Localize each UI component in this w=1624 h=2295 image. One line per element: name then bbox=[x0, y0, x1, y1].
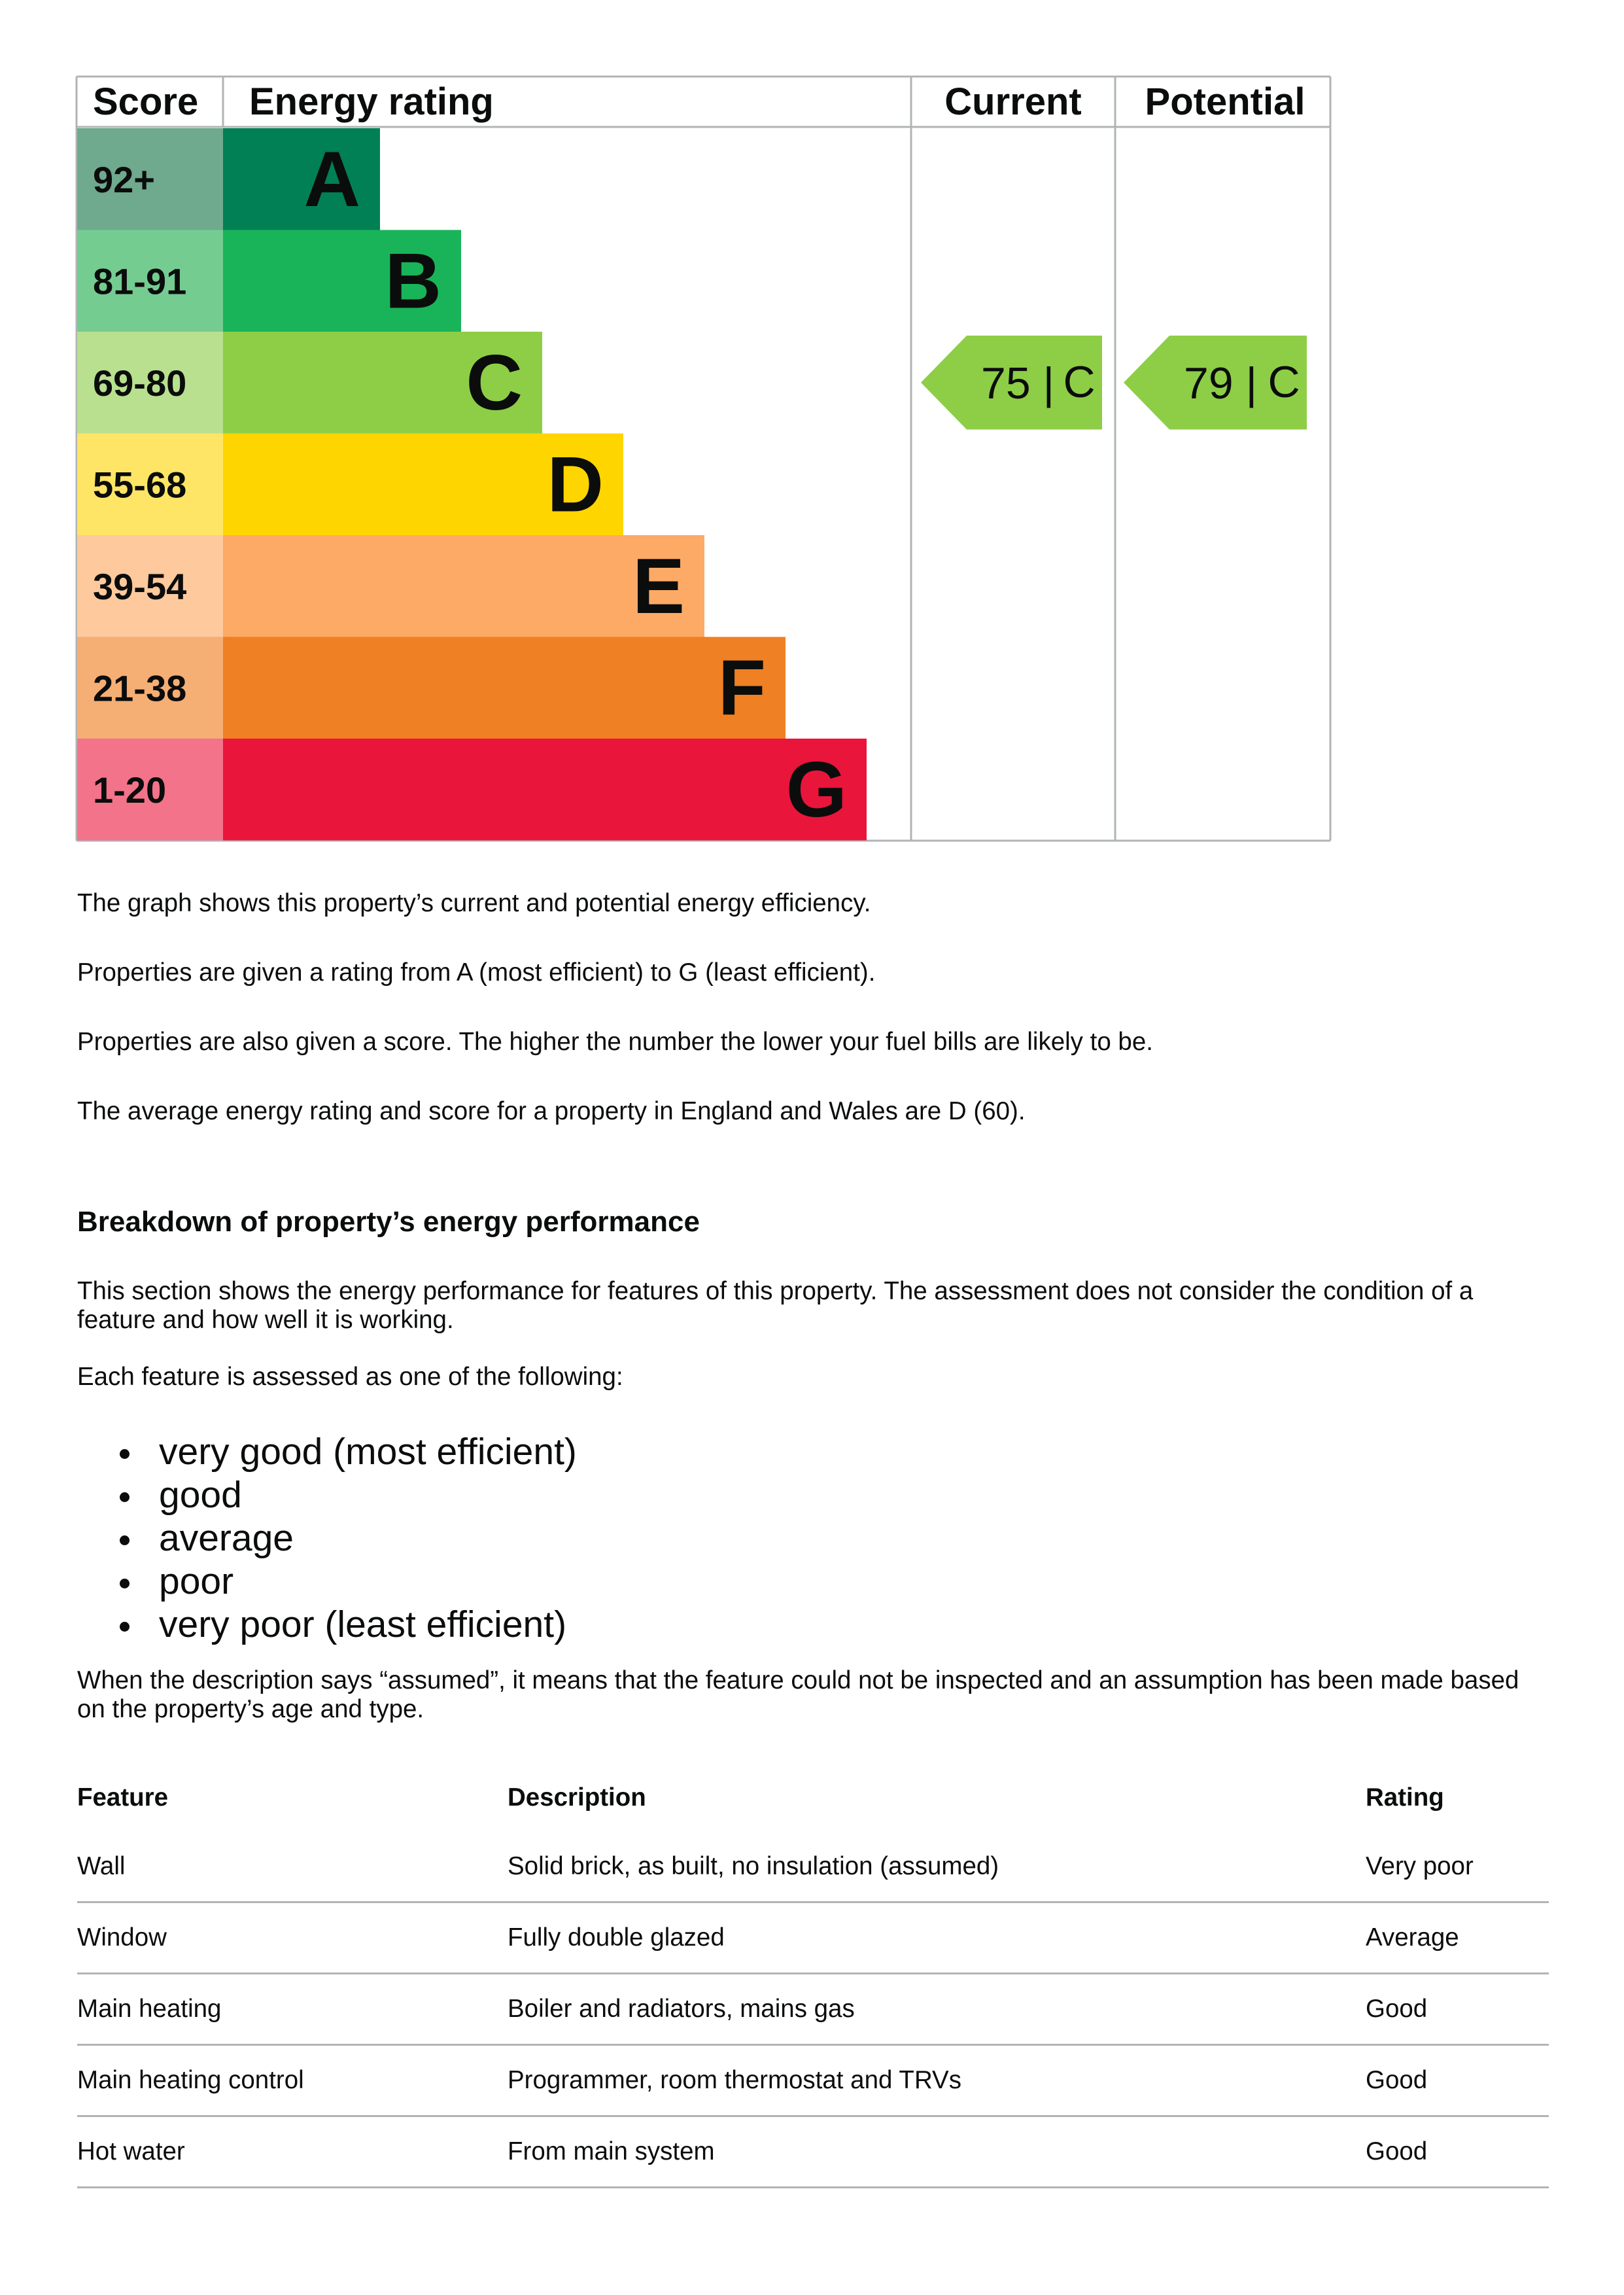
band-letter-c: C bbox=[466, 338, 523, 427]
potential-header: Potential bbox=[1145, 80, 1305, 123]
band-letter-a: A bbox=[303, 135, 360, 223]
current-header: Current bbox=[944, 80, 1082, 123]
feature-cell: Main heating control bbox=[77, 2045, 508, 2116]
feature-cell: Main heating bbox=[77, 1974, 508, 2045]
intro-paragraph-graph: The graph shows this property’s current and potential energy efficiency. bbox=[77, 889, 871, 917]
intro-paragraph-average: The average energy rating and score for a property in England and Wales are D (60). bbox=[77, 1097, 1026, 1125]
rating-cell: Good bbox=[1366, 2045, 1549, 2116]
table-row bbox=[77, 2045, 1549, 2116]
description-column-header: Description bbox=[508, 1783, 646, 1812]
band-letter-b: B bbox=[385, 237, 441, 325]
list-item: average bbox=[77, 1516, 577, 1560]
band-letter-d: D bbox=[547, 440, 604, 529]
band-range-label-d: 55-68 bbox=[93, 464, 187, 506]
description-cell: Solid brick, as built, no insulation (assumed) bbox=[508, 1832, 1366, 1902]
description-cell: Programmer, room thermostat and TRVs bbox=[508, 2045, 1366, 2116]
band-letter-f: F bbox=[717, 644, 766, 732]
rating-cell: Good bbox=[1366, 1974, 1549, 2045]
band-bar-f bbox=[223, 637, 786, 739]
assessed-intro: Each feature is assessed as one of the following: bbox=[77, 1363, 623, 1391]
band-range-label-g: 1-20 bbox=[93, 769, 167, 811]
rating-cell: Very poor bbox=[1366, 1832, 1549, 1902]
feature-cell: Window bbox=[77, 1902, 508, 1974]
feature-cell: Hot water bbox=[77, 2116, 508, 2188]
rating-column-header: Rating bbox=[1366, 1783, 1444, 1812]
current-rating-letter: C bbox=[1063, 357, 1096, 407]
intro-paragraph-rating: Properties are given a rating from A (most efficient) to G (least efficient). bbox=[77, 958, 876, 987]
list-item: very good (most efficient) bbox=[77, 1430, 577, 1473]
current-score-label: 75 | bbox=[981, 358, 1055, 408]
band-bar-g bbox=[223, 739, 867, 841]
table-header-row bbox=[77, 1764, 1549, 1832]
rating-cell: Average bbox=[1366, 1902, 1549, 1974]
list-item: poor bbox=[77, 1560, 577, 1603]
table-row bbox=[77, 1832, 1549, 1902]
band-range-label-c: 69-80 bbox=[93, 362, 187, 404]
assumed-note: When the description says “assumed”, it means that the feature could not be inspected and an assumption has been made based on the property’s age and type. bbox=[77, 1666, 1519, 1723]
table-row bbox=[77, 2116, 1549, 2188]
band-letter-e: E bbox=[632, 542, 685, 630]
band-range-label-e: 39-54 bbox=[93, 565, 187, 607]
feature-column-header: Feature bbox=[77, 1783, 169, 1812]
breakdown-heading: Breakdown of property’s energy performance bbox=[77, 1206, 700, 1238]
intro-paragraph-score: Properties are also given a score. The higher the number the lower your fuel bills are likely to be. bbox=[77, 1028, 1153, 1056]
band-range-label-f: 21-38 bbox=[93, 667, 187, 709]
potential-score-label: 79 | bbox=[1184, 358, 1258, 408]
feature-table bbox=[77, 1764, 1549, 2188]
feature-cell: Wall bbox=[77, 1832, 508, 1902]
rating-levels-list bbox=[77, 1430, 577, 1646]
score-header: Score bbox=[93, 80, 199, 123]
rating-indicators bbox=[921, 336, 1307, 430]
potential-rating-letter: C bbox=[1268, 357, 1300, 407]
description-cell: From main system bbox=[508, 2116, 1366, 2188]
energy-rating-chart bbox=[0, 0, 1624, 850]
description-cell: Fully double glazed bbox=[508, 1902, 1366, 1974]
rating-cell: Good bbox=[1366, 2116, 1549, 2188]
description-cell: Boiler and radiators, mains gas bbox=[508, 1974, 1366, 2045]
table-row bbox=[77, 1974, 1549, 2045]
table-row bbox=[77, 1902, 1549, 1974]
list-item: very poor (least efficient) bbox=[77, 1603, 577, 1646]
list-item: good bbox=[77, 1473, 577, 1516]
rating-bands bbox=[77, 128, 867, 841]
band-range-label-b: 81-91 bbox=[93, 260, 187, 302]
energy-rating-header: Energy rating bbox=[249, 80, 494, 123]
band-letter-g: G bbox=[786, 745, 847, 833]
breakdown-description: This section shows the energy performance for features of this property. The assessment does not consider the condition of a feature and how well it is working. bbox=[77, 1277, 1474, 1334]
band-range-label-a: 92+ bbox=[93, 158, 155, 200]
